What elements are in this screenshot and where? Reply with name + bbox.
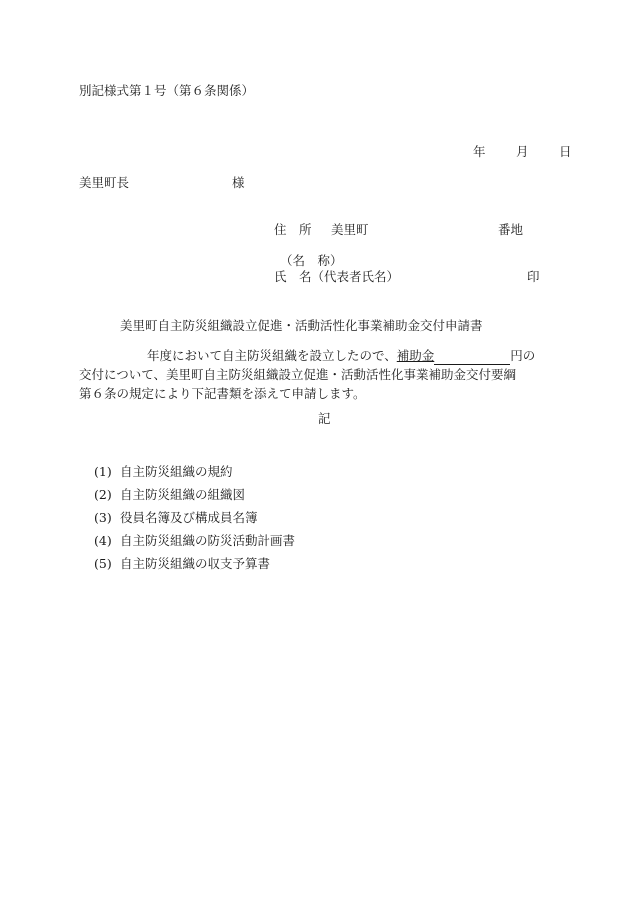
form-number: 別記様式第１号（第６条関係） — [79, 83, 255, 98]
body-text — [79, 346, 569, 403]
attachment-number: (5) — [94, 556, 112, 571]
attachment-text: 自主防災組織の防災活動計画書 — [120, 533, 296, 548]
attachments-list — [94, 460, 295, 575]
address-label: 住 所 — [274, 222, 312, 237]
ki-heading: 記 — [318, 411, 331, 426]
attachment-number: (4) — [94, 533, 112, 548]
attachment-text: 自主防災組織の組織図 — [120, 487, 246, 502]
body-line-1 — [79, 346, 569, 365]
subsidy-amount-blank — [434, 350, 510, 365]
subsidy-label: 補助金 — [396, 348, 435, 363]
attachment-text: 役員名簿及び構成員名簿 — [120, 510, 258, 525]
seal-mark: 印 — [527, 269, 540, 284]
date-year-label: 年 — [473, 144, 486, 159]
body-line-2: 交付について、美里町自主防災組織設立促進・活動活性化事業補助金交付要綱 — [79, 367, 517, 382]
attachment-number: (2) — [94, 487, 112, 502]
address-suffix: 番地 — [498, 222, 524, 237]
addressee-title: 美里町長 — [79, 175, 130, 190]
attachment-item — [94, 552, 295, 575]
attachment-item — [94, 483, 295, 506]
body-line-1-a: 年度において自主防災組織を設立したので、 — [147, 348, 397, 363]
body-line-3: 第６条の規定により下記書類を添えて申請します。 — [79, 386, 366, 401]
date-day-label: 日 — [559, 144, 572, 159]
name-label-paren: （名 称） — [280, 253, 343, 268]
attachment-text: 自主防災組織の規約 — [120, 464, 233, 479]
attachment-item — [94, 460, 295, 483]
name-label: 氏 名（代表者氏名） — [274, 269, 400, 284]
attachment-number: (3) — [94, 510, 112, 525]
attachment-item — [94, 529, 295, 552]
document-title: 美里町自主防災組織設立促進・活動活性化事業補助金交付申請書 — [120, 318, 483, 333]
body-line-1-c: 円の — [510, 348, 536, 363]
date-month-label: 月 — [516, 144, 529, 159]
attachment-item — [94, 506, 295, 529]
attachment-number: (1) — [94, 464, 112, 479]
addressee-honorific: 様 — [232, 175, 245, 190]
address-town: 美里町 — [331, 222, 369, 237]
attachment-text: 自主防災組織の収支予算書 — [120, 556, 271, 571]
